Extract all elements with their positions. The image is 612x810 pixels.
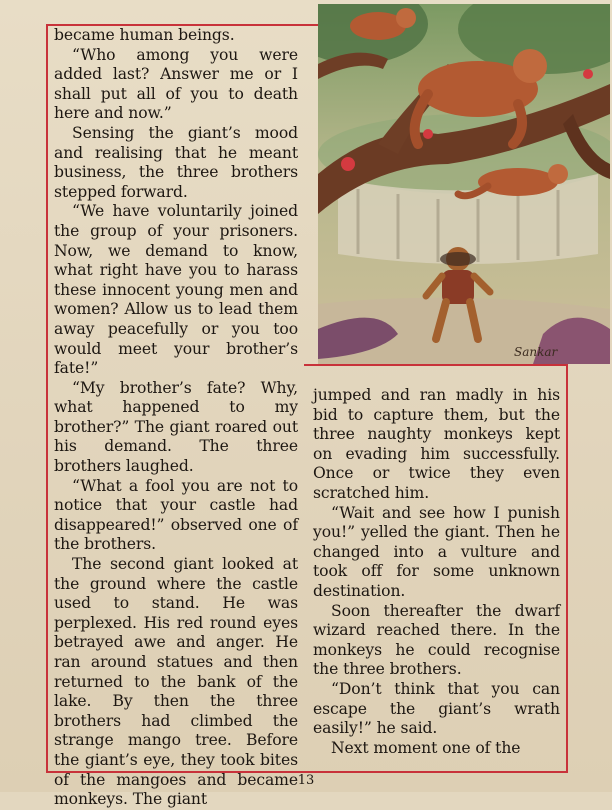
paragraph: became human beings. bbox=[54, 26, 235, 44]
paragraph: jumped and ran madly in his bid to capture them, but the three naughty monkeys kept on evading him successfully. Once or twice they even scratched him. bbox=[313, 386, 560, 502]
frame-mid-border bbox=[304, 364, 566, 366]
story-illustration bbox=[318, 4, 610, 364]
paragraph: Sensing the giant’s mood and realising that he meant business, the three brothers stepped forward. bbox=[54, 123, 298, 201]
paragraph: “My brother’s fate? Why, what happened to my brother?” The giant roared out his demand. The three brothers laughed. bbox=[54, 378, 298, 476]
paragraph: “Who among you were added last? Answer me or I shall put all of you to death here and now.” bbox=[54, 45, 298, 123]
paragraph: Soon thereafter the dwarf wizard reached there. In the monkeys he could recognise the three brothers. bbox=[313, 601, 560, 679]
right-text-column bbox=[313, 386, 560, 758]
paragraph: “Wait and see how I punish you!” yelled the giant. Then he changed into a vulture and took off for some unknown destination. bbox=[313, 503, 560, 600]
artist-signature: Sankar bbox=[514, 345, 558, 359]
paragraph: The second giant looked at the ground where the castle used to stand. He was perplexed. His red round eyes betrayed awe and anger. He ran around statues and then returned to the bank of the lake. By then the three brothers had climbed the strange mango tree. Before the giant’s eye, they took bites of the mangoes and became monkeys. The giant bbox=[54, 555, 298, 809]
frame-right-border bbox=[566, 364, 568, 773]
frame-left-border bbox=[46, 24, 48, 772]
paragraph: Next moment one of the bbox=[331, 738, 521, 757]
page-number: 13 bbox=[297, 773, 315, 788]
paragraph: “What a fool you are not to notice that your castle had disappeared!” observed one of the brothers. bbox=[54, 476, 298, 554]
jungle-scene-drawing bbox=[318, 4, 610, 364]
left-text-column bbox=[54, 26, 298, 810]
paragraph: “Don’t think that you can escape the giant’s wrath easily!” he said. bbox=[313, 679, 560, 738]
paragraph: “We have voluntarily joined the group of your prisoners. Now, we demand to know, what right have you to harass these innocent young men and women? Allow us to lead them away peacefully or you too would meet your brother’s fate!” bbox=[54, 202, 298, 378]
